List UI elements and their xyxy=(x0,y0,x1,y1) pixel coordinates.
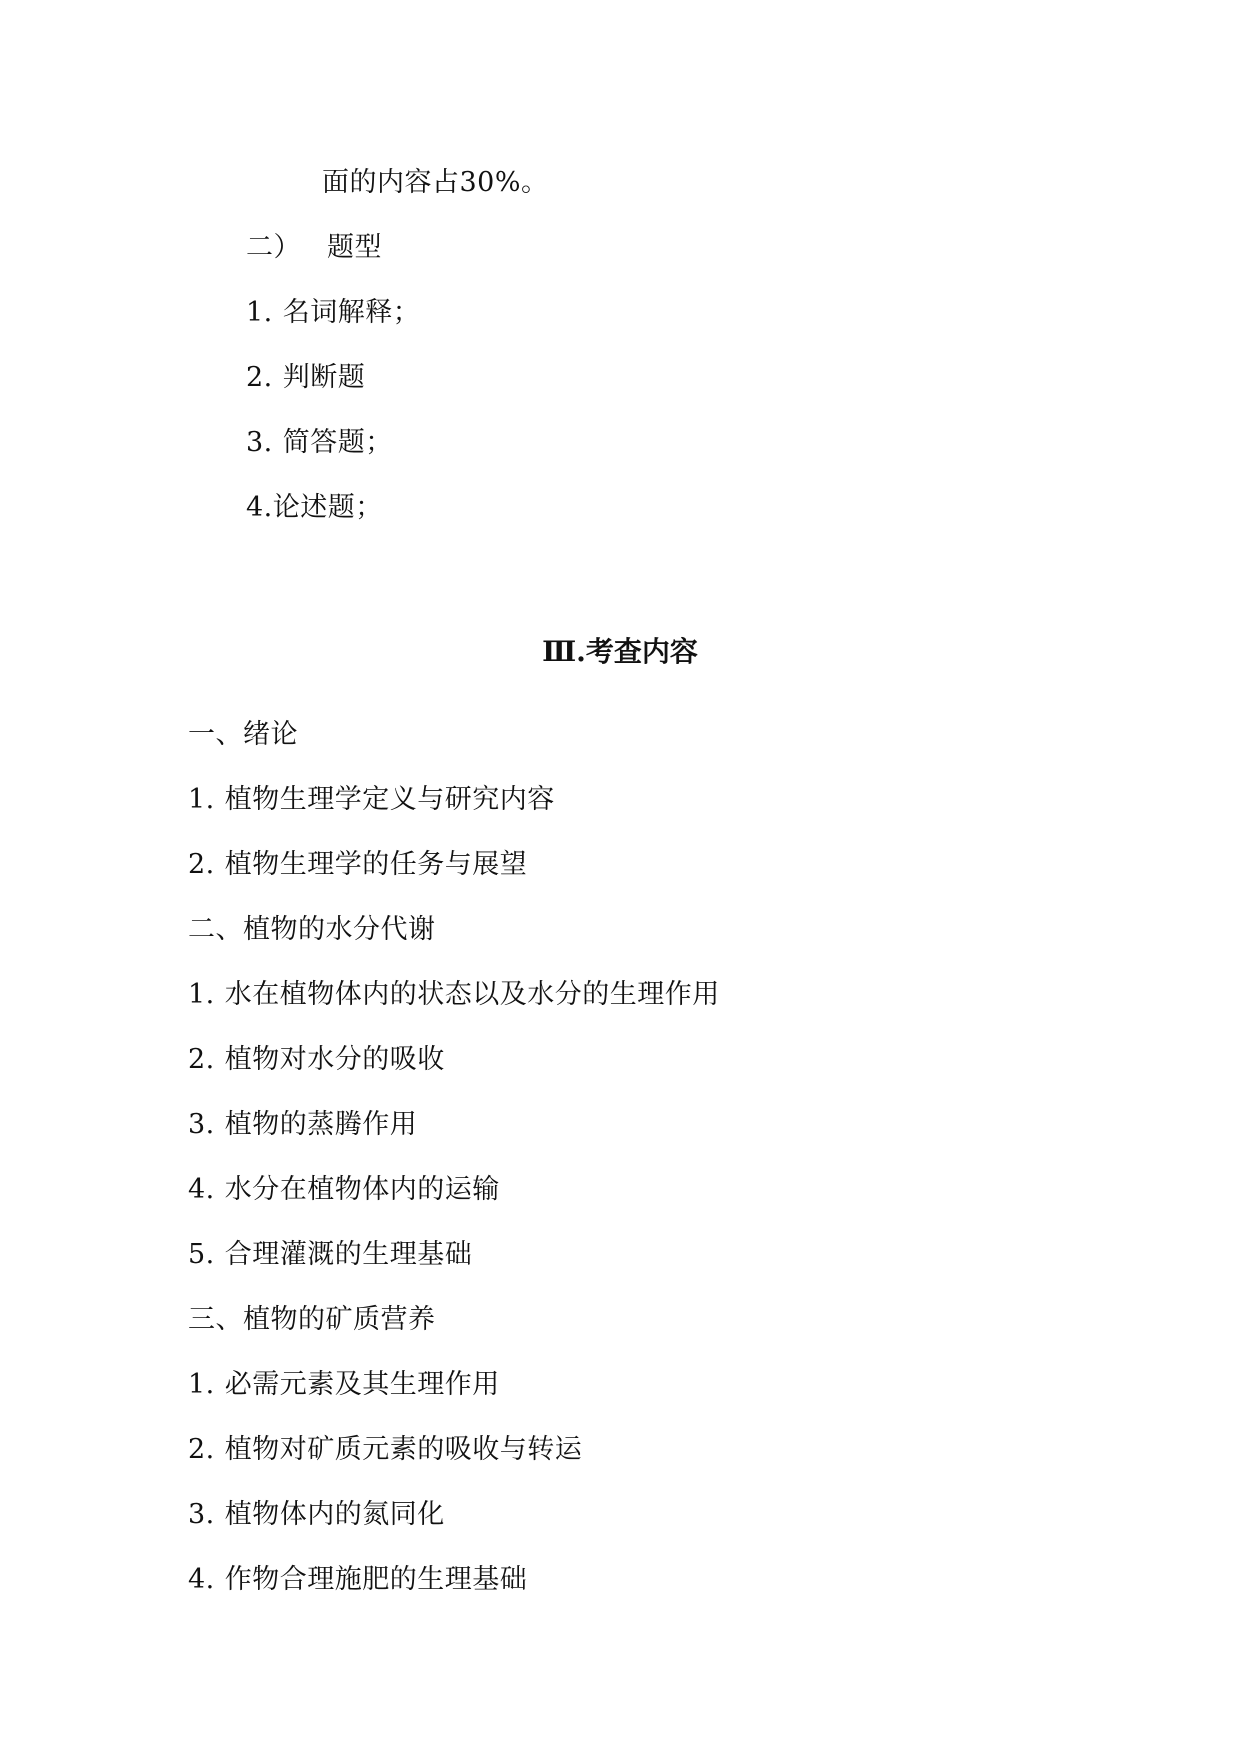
list-item-number: 5. xyxy=(188,1239,215,1270)
list-item-number: 1. xyxy=(246,297,273,328)
list-item-text: 作物合理施肥的生理基础 xyxy=(224,1564,528,1595)
list-item-number: 2. xyxy=(246,362,273,393)
list-item xyxy=(188,1173,500,1207)
continuation-text: 面的内容占30%。 xyxy=(322,167,549,198)
list-item xyxy=(188,1433,582,1467)
list-item-number: 4. xyxy=(188,1564,215,1595)
list-item-number: 3. xyxy=(188,1499,215,1530)
list-item-number: 3. xyxy=(246,427,273,458)
list-item-text: 名词解释； xyxy=(282,297,421,328)
list-item-text: 植物对水分的吸收 xyxy=(224,1044,445,1075)
list-item xyxy=(188,1498,445,1532)
list-item xyxy=(188,978,720,1012)
list-item-number: 2. xyxy=(188,849,215,880)
list-item xyxy=(246,361,365,395)
list-item-number: 2. xyxy=(188,1434,215,1465)
list-item xyxy=(246,491,383,525)
list-item-number: 1. xyxy=(188,979,215,1010)
section-title: Ⅲ.考查内容 xyxy=(542,635,698,668)
list-item-number: 1. xyxy=(188,784,215,815)
list-item-text: 论述题； xyxy=(272,492,383,523)
list-item xyxy=(188,1043,445,1077)
list-item xyxy=(246,296,420,330)
list-item-text: 植物对矿质元素的吸收与转运 xyxy=(224,1434,583,1465)
paragraph-continuation xyxy=(322,166,549,200)
list-item-number: 4. xyxy=(188,1174,215,1205)
subheading-number: 二） xyxy=(246,232,301,263)
list-item-number: 1. xyxy=(188,1369,215,1400)
list-item xyxy=(188,848,527,882)
list-item xyxy=(246,426,393,460)
list-item-text: 植物生理学的任务与展望 xyxy=(224,849,528,880)
list-item xyxy=(188,1368,500,1402)
list-item-number: 4. xyxy=(246,492,273,523)
chapter-title: 二、植物的水分代谢 xyxy=(188,914,436,945)
list-item-text: 植物生理学定义与研究内容 xyxy=(224,784,555,815)
list-item xyxy=(188,783,555,817)
list-item-text: 简答题； xyxy=(282,427,393,458)
list-item-text: 植物体内的氮同化 xyxy=(224,1499,445,1530)
list-item-text: 水在植物体内的状态以及水分的生理作用 xyxy=(224,979,720,1010)
subheading-question-types xyxy=(246,231,382,265)
list-item-text: 水分在植物体内的运输 xyxy=(224,1174,500,1205)
list-item xyxy=(188,1563,527,1597)
list-item-number: 2. xyxy=(188,1044,215,1075)
list-item xyxy=(188,1238,472,1272)
list-item xyxy=(188,1108,417,1142)
list-item-text: 判断题 xyxy=(282,362,366,393)
subheading-text: 题型 xyxy=(327,232,382,263)
list-item-text: 合理灌溉的生理基础 xyxy=(224,1239,473,1270)
list-item-text: 必需元素及其生理作用 xyxy=(224,1369,500,1400)
chapter-title: 三、植物的矿质营养 xyxy=(188,1304,436,1335)
list-item-text: 植物的蒸腾作用 xyxy=(224,1109,418,1140)
list-item-number: 3. xyxy=(188,1109,215,1140)
chapter-title: 一、绪论 xyxy=(188,719,298,750)
